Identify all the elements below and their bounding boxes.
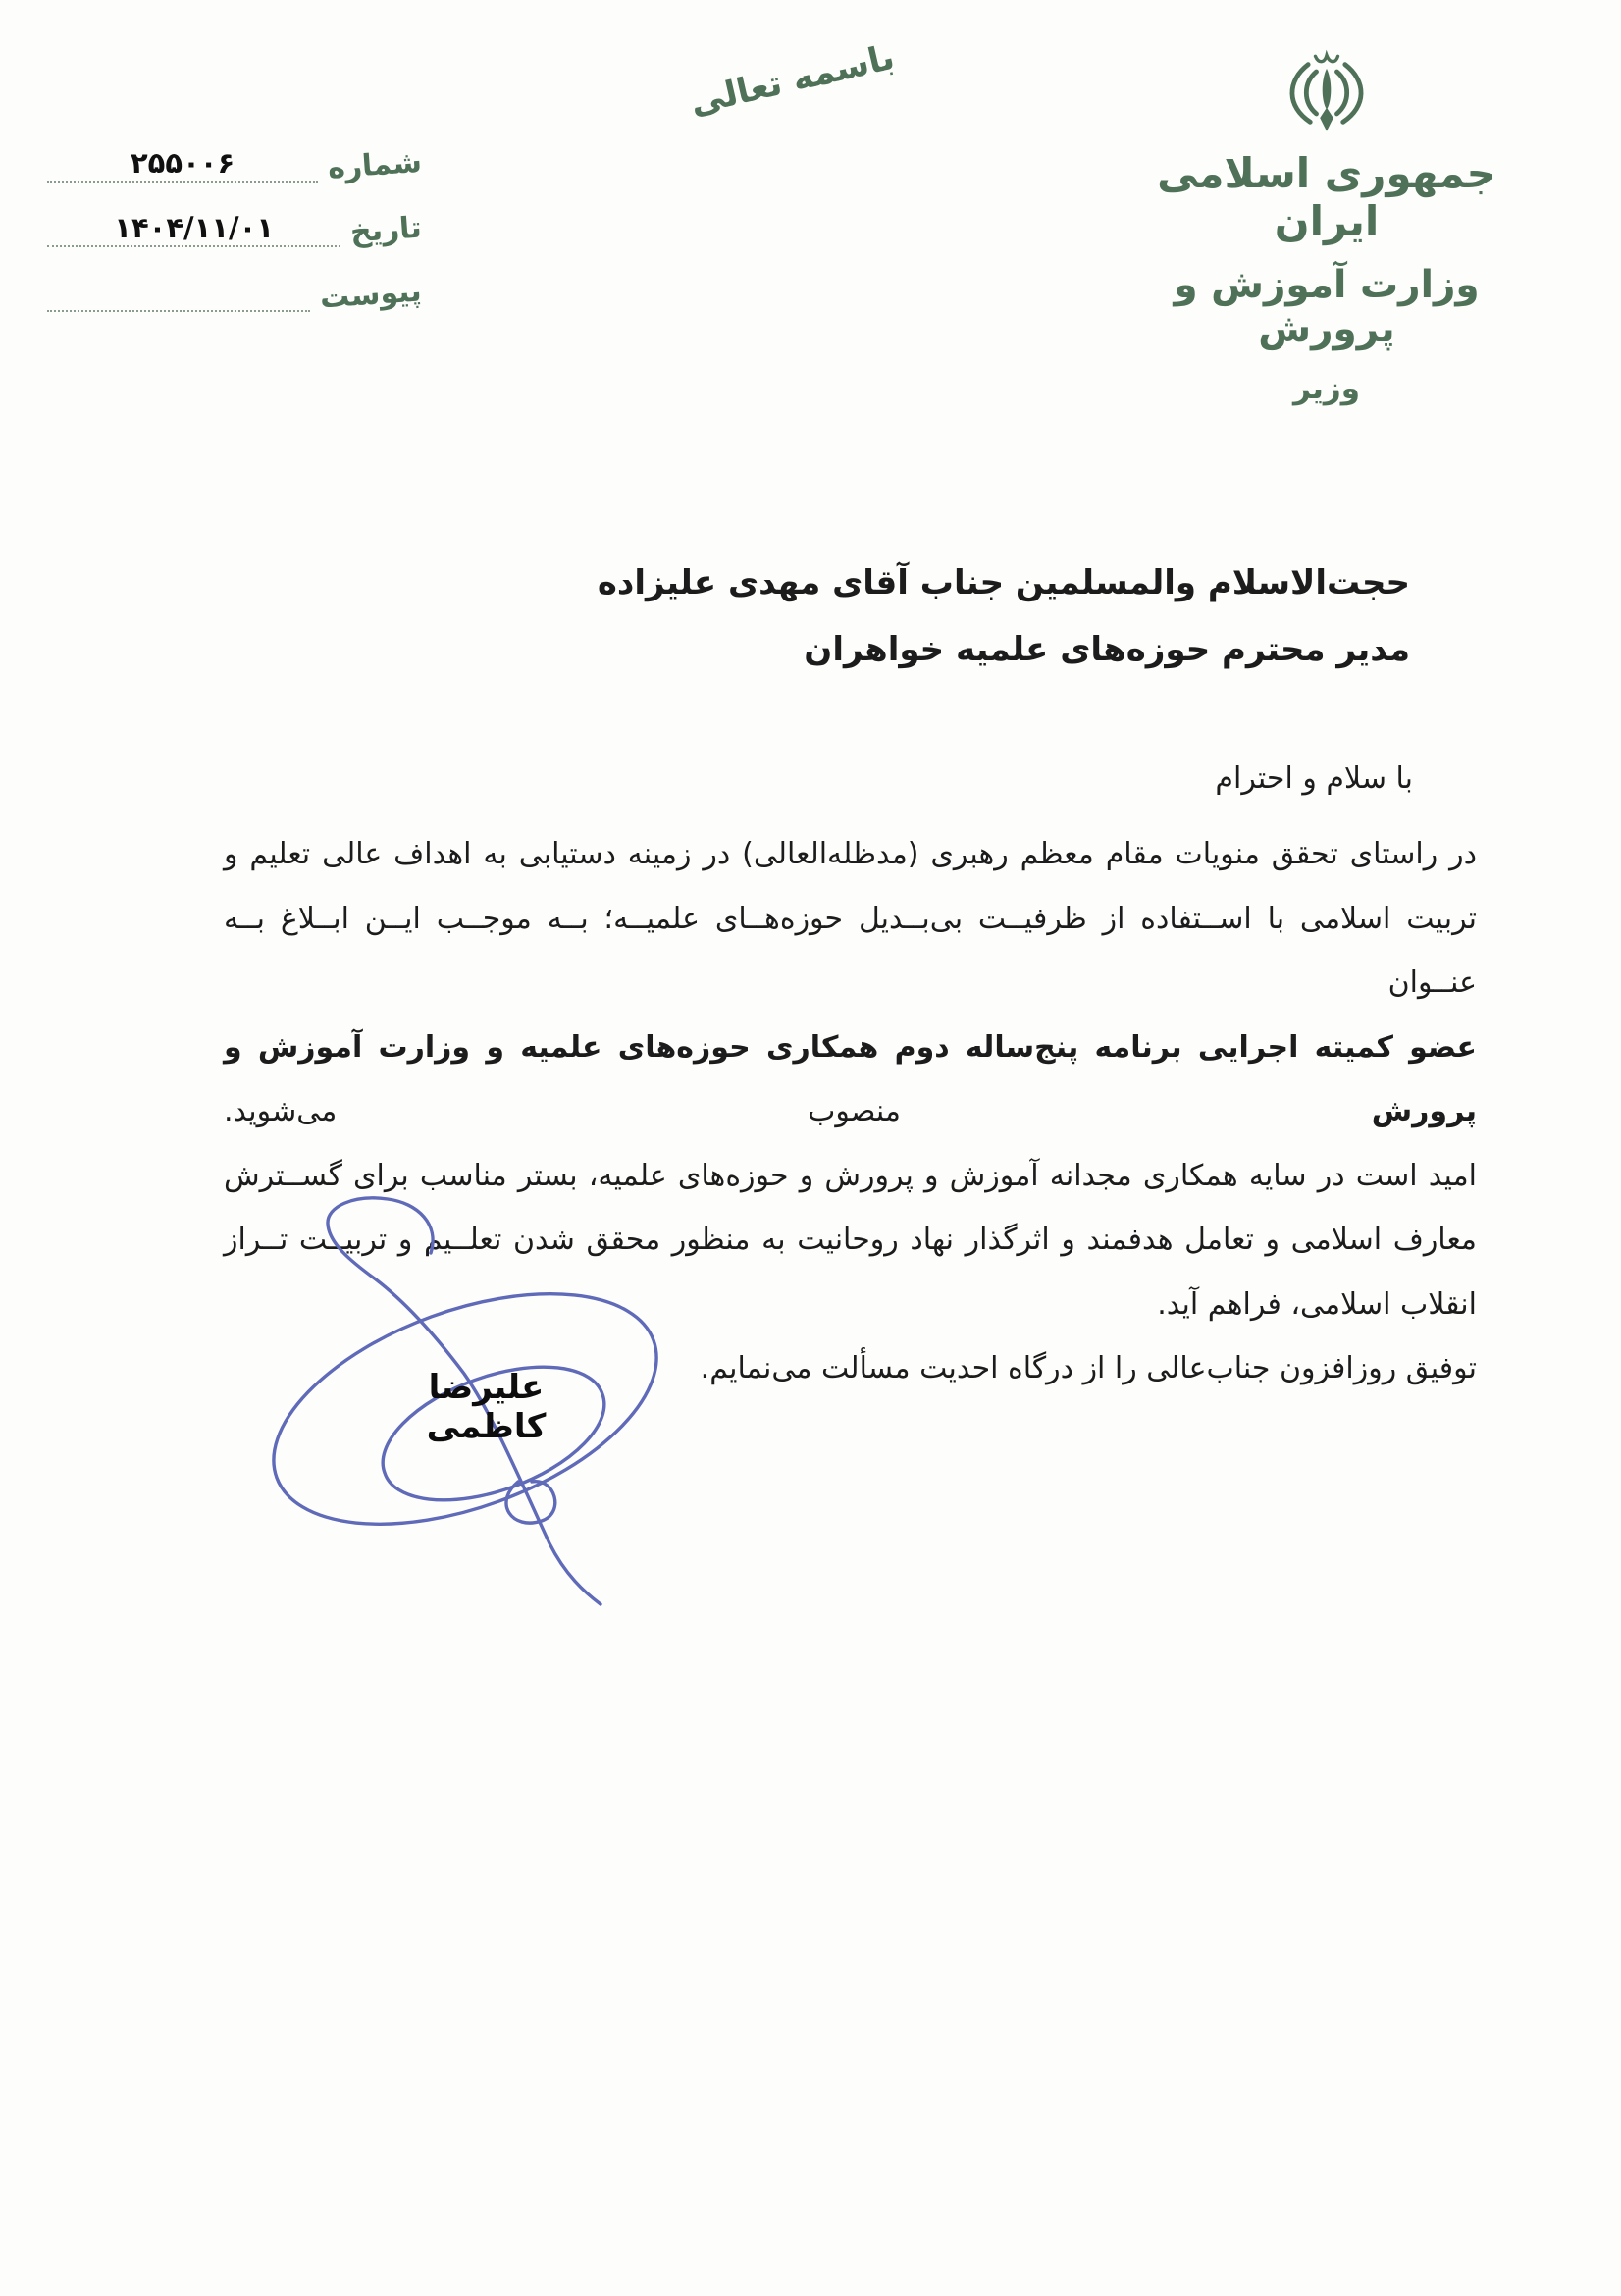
body-line: معارف اسلامی و تعامل هدفمند و اثرگذار نهاد روحانیت به منظور محقق شدن تعلــیم و تربیــت تــراز <box>224 1223 1477 1257</box>
minister-title: وزیر <box>1292 371 1361 406</box>
ref-number-label: شماره <box>327 144 424 186</box>
recipient-title: مدیر محترم حوزه‌های علمیه خواهران <box>804 630 1410 669</box>
body-line: امید است در سایه همکاری مجدانه آموزش و پرورش و حوزه‌های علمیه، بستر مناسب برای گســترش <box>224 1158 1477 1193</box>
ref-number-value: ۲۵۵۰۰۶ <box>130 146 235 180</box>
ref-number-row <box>47 143 428 186</box>
ref-attachment-line <box>47 273 310 312</box>
ref-date-value: ۱۴۰۴/۱۱/۰۱ <box>114 211 275 244</box>
ref-date-row <box>47 208 428 250</box>
letterhead <box>1145 49 1508 406</box>
basmala: باسمه تعالی <box>686 37 899 124</box>
ref-date-line <box>47 208 340 247</box>
salutation: با سلام و احترام <box>1215 761 1413 796</box>
org-name: جمهوری اسلامی ایران <box>1157 149 1496 245</box>
iran-emblem-icon <box>1285 49 1368 137</box>
appointment-rest-text: منصوب می‌شوید. <box>224 1094 1372 1128</box>
ref-attachment-row <box>47 273 428 316</box>
ref-number-line <box>47 143 318 183</box>
ministry-name: وزارت آموزش و پرورش <box>1174 263 1480 351</box>
ref-attachment-label: پیوست <box>319 274 424 316</box>
body-closing-line: توفیق روزافزون جناب‌عالی را از درگاه احدیت مسألت می‌نمایم. <box>700 1351 1477 1385</box>
appointment-bold-text: عضو کمیته اجرایی برنامه پنج‌ساله دوم همکاری حوزه‌های علمیه و وزارت آموزش و پرورش <box>224 1029 1477 1128</box>
signer-name: علیرضا کاظمی <box>426 1368 547 1446</box>
ref-date-label: تاریخ <box>349 210 424 250</box>
reference-block <box>47 143 428 338</box>
body-line: در راستای تحقق منویات مقام معظم رهبری (مدظله‌العالی) در زمینه دستیابی به اهداف عالی تعلیم و <box>224 837 1477 871</box>
body-line: انقلاب اسلامی، فراهم آید. <box>1157 1286 1477 1322</box>
recipient-name: حجت‌الاسلام والمسلمین جناب آقای مهدی علیزاده <box>597 563 1410 602</box>
recipient-block <box>294 549 1410 683</box>
body-line: تربیت اسلامی با اســتفاده از ظرفیــت بی‌بــدیل حوزه‌هــای علمیــه؛ بــه موجــب ایــن ابــلاغ بــه عنــوان <box>224 901 1477 1000</box>
body-line-appointment <box>224 1016 1477 1144</box>
